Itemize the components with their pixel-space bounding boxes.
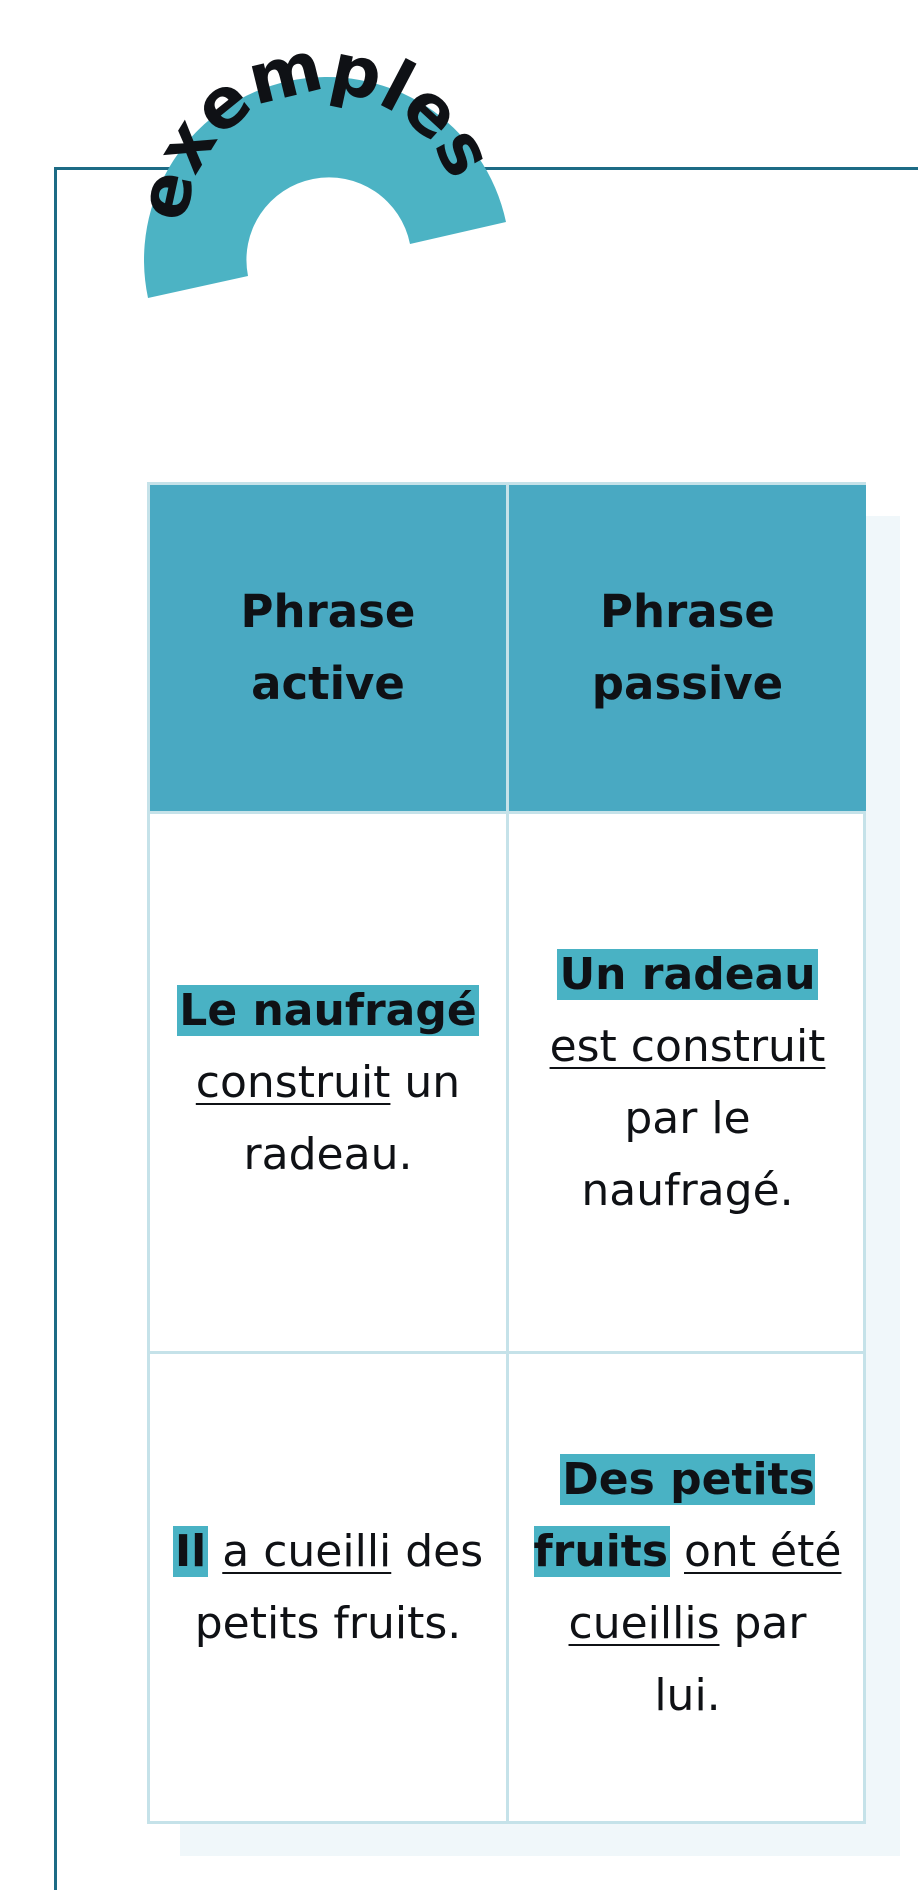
row-2-passive-rest: par lui. bbox=[654, 1597, 807, 1721]
row-1-passive-subject: Un radeau bbox=[559, 948, 816, 1000]
header-cell-passive bbox=[509, 485, 866, 811]
frame-left-line bbox=[54, 167, 57, 1890]
row-1-active-cell bbox=[150, 811, 509, 1351]
badge-label-path: exemples bbox=[120, 24, 510, 227]
header-cell-active bbox=[150, 485, 509, 811]
row-2-active-rest: des petits fruits. bbox=[194, 1525, 484, 1649]
row-2-active-cell bbox=[150, 1351, 509, 1821]
row-2-passive-sentence bbox=[531, 1444, 844, 1732]
row-1-passive-sentence bbox=[531, 939, 844, 1227]
row-2-active-sentence bbox=[172, 1516, 484, 1660]
row-1-active-verb: construit bbox=[195, 1056, 391, 1108]
row-2-passive-cell bbox=[509, 1351, 866, 1821]
row-2-active-verb: a cueilli bbox=[222, 1525, 392, 1577]
row-1-passive-rest: par le naufragé. bbox=[581, 1092, 794, 1216]
row-1-active-rest: un radeau. bbox=[243, 1056, 461, 1180]
row-2-passive-subject: Des petits fruits bbox=[533, 1453, 815, 1577]
header-active-label: Phrase active bbox=[240, 585, 416, 710]
row-1-active-sentence bbox=[172, 975, 484, 1191]
row-1-active-subject: Le naufragé bbox=[179, 984, 477, 1036]
voice-comparison-table bbox=[147, 482, 866, 1824]
row-2-passive-verb: ont été cueillis bbox=[568, 1525, 842, 1649]
header-passive-label: Phrase passive bbox=[591, 585, 784, 710]
row-1-passive-verb: est construit bbox=[549, 1020, 826, 1072]
exemples-badge bbox=[0, 0, 918, 320]
row-2-active-subject: Il bbox=[174, 1525, 207, 1577]
row-1-passive-cell bbox=[509, 811, 866, 1351]
